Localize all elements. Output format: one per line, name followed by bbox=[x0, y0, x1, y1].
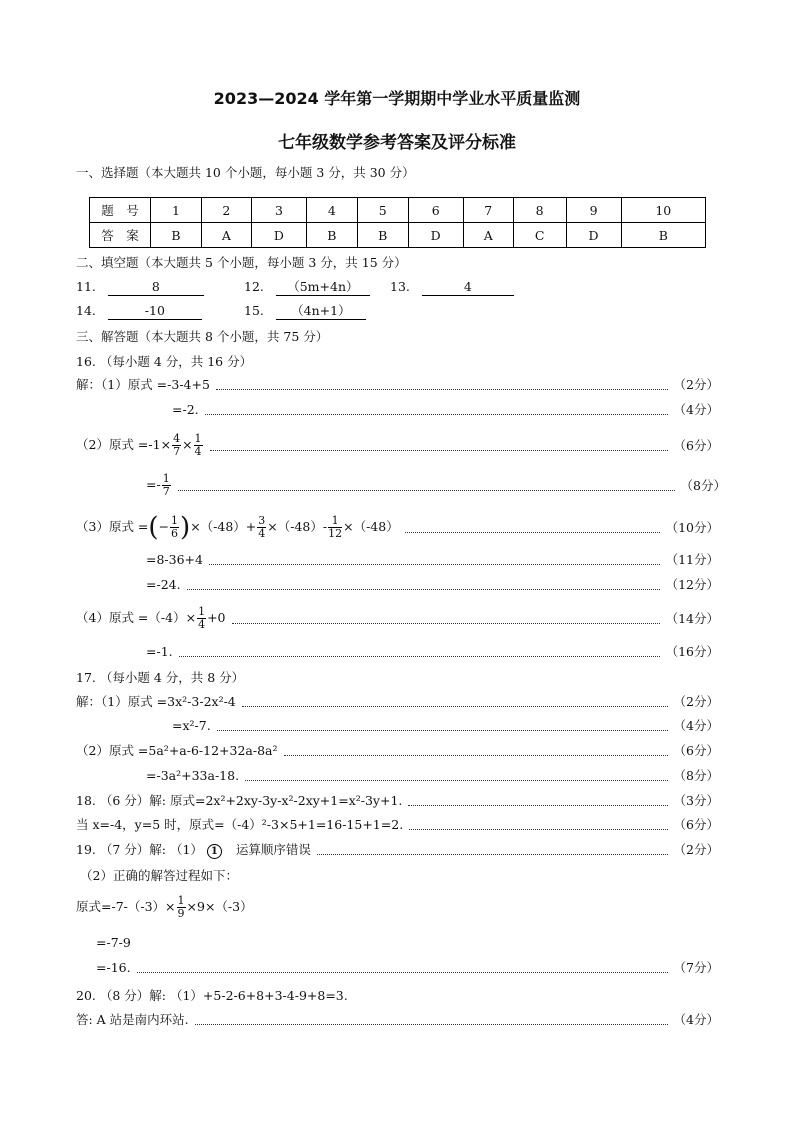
table-cell: 5 bbox=[357, 198, 408, 223]
text-part: ×（-48）+ bbox=[190, 518, 257, 534]
text-part: 19. （7 分）解: （1） bbox=[76, 841, 203, 857]
table-cell: A bbox=[201, 223, 251, 248]
solution-line bbox=[76, 432, 719, 458]
step-text: =-7-9 bbox=[96, 935, 131, 950]
numerator: 1 bbox=[171, 513, 179, 527]
score-label: （4分） bbox=[673, 718, 719, 733]
step-text: （2）正确的解答过程如下： bbox=[80, 868, 238, 883]
step-text bbox=[76, 840, 311, 859]
solution-line bbox=[76, 641, 719, 661]
step-text: =-24. bbox=[146, 576, 181, 592]
denominator: 12 bbox=[328, 526, 343, 540]
score-label: （12分） bbox=[665, 577, 719, 592]
fraction bbox=[177, 895, 186, 920]
step-text: 解：（1）原式 =-3-4+5 bbox=[76, 377, 210, 392]
text-part: 运算顺序错误 bbox=[235, 841, 311, 857]
score-label: （8分） bbox=[680, 478, 726, 493]
score-label: （10分） bbox=[665, 520, 719, 535]
table-header-cell: 题 号 bbox=[90, 198, 151, 223]
step-text bbox=[76, 473, 172, 498]
numerator: 1 bbox=[177, 894, 185, 907]
fraction bbox=[197, 606, 206, 631]
page-subtitle: 七年级数学参考答案及评分标准 bbox=[278, 133, 516, 153]
text-part: ×（-48） bbox=[343, 518, 399, 534]
step-text: 18. （6 分）解: 原式=2x²+2xy-3y-x²-2xy+1=x²-3y+1. bbox=[76, 793, 403, 808]
step-text: 当 x=-4，y=5 时，原式=（-4）²-3×5+1=16-15+1=2. bbox=[76, 817, 404, 832]
section-solve-heading: 三、解答题（本大题共 8 个小题，共 75 分） bbox=[76, 329, 329, 344]
leader-dots bbox=[405, 522, 660, 533]
fill-row-2b bbox=[244, 302, 366, 320]
denominator: 4 bbox=[194, 444, 202, 458]
leader-dots bbox=[317, 844, 668, 855]
answer-blank: （5m+4n） bbox=[276, 278, 370, 296]
fill-row-1b bbox=[244, 278, 370, 296]
leader-dots bbox=[178, 480, 675, 491]
step-text: =8-36+4 bbox=[146, 551, 203, 567]
text-part: （3）原式 = bbox=[76, 518, 149, 534]
step-text: =-2. bbox=[172, 401, 199, 417]
denominator: 4 bbox=[258, 526, 266, 540]
solution-line bbox=[76, 790, 719, 810]
score-label: （16分） bbox=[665, 644, 719, 659]
solution-line bbox=[76, 513, 719, 541]
solution-line bbox=[76, 399, 719, 419]
leader-dots bbox=[179, 646, 660, 657]
leader-dots bbox=[216, 379, 668, 390]
table-cell: B bbox=[306, 223, 357, 248]
leader-dots bbox=[242, 696, 668, 707]
solution-line bbox=[76, 715, 719, 735]
fraction bbox=[194, 433, 203, 458]
text-part: =- bbox=[146, 476, 161, 492]
table-cell: B bbox=[151, 223, 202, 248]
circled-number-icon: 1 bbox=[207, 844, 222, 859]
step-text: =-3a²+33a-18. bbox=[146, 767, 240, 783]
denominator: 7 bbox=[173, 444, 181, 458]
step-text: 20. （8 分）解: （1）+5-2-6+8+3-4-9+8=3. bbox=[76, 988, 348, 1003]
leader-dots bbox=[195, 1014, 668, 1025]
fill-row-2 bbox=[76, 302, 202, 320]
numerator: 1 bbox=[194, 431, 202, 445]
solution-line bbox=[76, 574, 719, 594]
numerator: 4 bbox=[173, 431, 181, 445]
step-text bbox=[76, 895, 253, 920]
solution-line bbox=[76, 605, 719, 631]
answer-blank: -10 bbox=[108, 302, 202, 320]
leader-dots bbox=[232, 613, 660, 624]
numerator: 1 bbox=[198, 604, 206, 618]
question-number: 14. bbox=[76, 303, 96, 318]
solution-line bbox=[76, 691, 719, 711]
fraction bbox=[328, 515, 342, 540]
step-text: （3）原式 =(− $\frac{1}{6}$ )×（-48）+ $\frac{3}{4}$ ×（-48）- $\frac{1}{12}$ ×（-48） bbox=[76, 512, 399, 542]
solution-line bbox=[76, 1009, 719, 1029]
fill-row-1 bbox=[76, 278, 204, 296]
table-cell: 1 bbox=[151, 198, 202, 223]
score-label: （14分） bbox=[665, 611, 719, 626]
answer-blank: 4 bbox=[422, 278, 514, 296]
right-paren-icon: ) bbox=[180, 512, 191, 542]
solution-line bbox=[76, 839, 719, 859]
text-part: （4）原式 =（-4）× bbox=[76, 609, 197, 625]
denominator: 9 bbox=[177, 907, 185, 920]
question-number: 11. bbox=[76, 279, 96, 294]
score-label: （11分） bbox=[665, 552, 719, 567]
leader-dots bbox=[209, 554, 660, 565]
answer-table bbox=[89, 197, 706, 248]
table-cell: 7 bbox=[463, 198, 513, 223]
table-cell: D bbox=[251, 223, 306, 248]
step-text: =-1. bbox=[146, 643, 173, 659]
score-label: （2分） bbox=[673, 377, 719, 392]
table-cell: A bbox=[463, 223, 513, 248]
fraction bbox=[172, 433, 181, 458]
table-cell: 3 bbox=[251, 198, 306, 223]
solution-line bbox=[76, 549, 719, 569]
table-cell: 9 bbox=[566, 198, 621, 223]
fill-row-1c bbox=[390, 278, 514, 296]
denominator: 4 bbox=[198, 617, 206, 631]
q17-heading: 17. （每小题 4 分，共 8 分） bbox=[76, 670, 245, 685]
table-cell: D bbox=[566, 223, 621, 248]
page-title: 2023—2024 学年第一学期期中学业水平质量监测 bbox=[213, 89, 581, 108]
solution-line bbox=[76, 814, 719, 834]
table-cell: B bbox=[621, 223, 705, 248]
step-text: 解：（1）原式 =3x²-3-2x²-4 bbox=[76, 694, 236, 709]
table-cell: D bbox=[408, 223, 463, 248]
leader-dots bbox=[210, 440, 668, 451]
answer-blank: 8 bbox=[108, 278, 204, 296]
numerator: 3 bbox=[258, 513, 266, 527]
score-label: （6分） bbox=[673, 817, 719, 832]
step-text: 答: A 站是南内环站. bbox=[76, 1012, 189, 1027]
table-cell: 4 bbox=[306, 198, 357, 223]
table-cell: 10 bbox=[621, 198, 705, 223]
left-paren-icon: ( bbox=[148, 512, 159, 542]
table-cell: B bbox=[357, 223, 408, 248]
solution-line bbox=[76, 765, 719, 785]
solution-line bbox=[76, 472, 726, 498]
text-part: +0 bbox=[207, 609, 226, 625]
text-part: × bbox=[182, 436, 193, 452]
solution-line bbox=[96, 957, 719, 977]
question-number: 13. bbox=[390, 279, 410, 294]
score-label: （4分） bbox=[673, 402, 719, 417]
step-text: =-16. bbox=[96, 959, 131, 975]
table-cell: 8 bbox=[513, 198, 566, 223]
table-cell: C bbox=[513, 223, 566, 248]
step-text: （2）原式 =5a²+a-6-12+32a-8a² bbox=[76, 743, 278, 758]
score-label: （7分） bbox=[673, 960, 719, 975]
text-part: （2）原式 =-1× bbox=[76, 436, 172, 452]
leader-dots bbox=[217, 720, 668, 731]
leader-dots bbox=[137, 962, 668, 973]
table-header-cell: 答 案 bbox=[90, 223, 151, 248]
section-choice-heading: 一、选择题（本大题共 10 个小题，每小题 3 分，共 30 分） bbox=[76, 165, 415, 180]
leader-dots bbox=[205, 404, 668, 415]
step-text bbox=[76, 433, 204, 458]
answer-blank: （4n+1） bbox=[276, 302, 366, 320]
score-label: （3分） bbox=[673, 793, 719, 808]
fraction bbox=[170, 515, 179, 540]
denominator: 6 bbox=[171, 526, 179, 540]
section-fill-heading: 二、填空题（本大题共 5 个小题，每小题 3 分，共 15 分） bbox=[76, 255, 407, 270]
fraction bbox=[162, 473, 171, 498]
step-text: =x²-7. bbox=[172, 717, 211, 733]
table-cell: 2 bbox=[201, 198, 251, 223]
leader-dots bbox=[187, 579, 660, 590]
solution-line bbox=[76, 374, 719, 394]
leader-dots bbox=[409, 819, 667, 830]
table-row bbox=[90, 223, 706, 248]
leader-dots bbox=[245, 770, 667, 781]
text-part: ×9×（-3） bbox=[186, 899, 253, 914]
text-part: 原式=-7-（-3）× bbox=[76, 899, 176, 914]
score-label: （6分） bbox=[673, 438, 719, 453]
q16-heading: 16. （每小题 4 分，共 16 分） bbox=[76, 354, 253, 369]
score-label: （8分） bbox=[673, 768, 719, 783]
numerator: 1 bbox=[328, 515, 342, 528]
step-text bbox=[76, 606, 226, 631]
text-part: ×（-48）- bbox=[267, 518, 328, 534]
table-cell: 6 bbox=[408, 198, 463, 223]
score-label: （2分） bbox=[673, 694, 719, 709]
question-number: 15. bbox=[244, 303, 264, 318]
numerator: 1 bbox=[162, 471, 170, 485]
leader-dots bbox=[408, 795, 667, 806]
question-number: 12. bbox=[244, 279, 264, 294]
table-row bbox=[90, 198, 706, 223]
leader-dots bbox=[284, 745, 668, 756]
fraction bbox=[257, 515, 266, 540]
score-label: （4分） bbox=[673, 1012, 719, 1027]
denominator: 7 bbox=[162, 484, 170, 498]
solution-line bbox=[76, 740, 719, 760]
score-label: （2分） bbox=[673, 842, 719, 857]
score-label: （6分） bbox=[673, 743, 719, 758]
